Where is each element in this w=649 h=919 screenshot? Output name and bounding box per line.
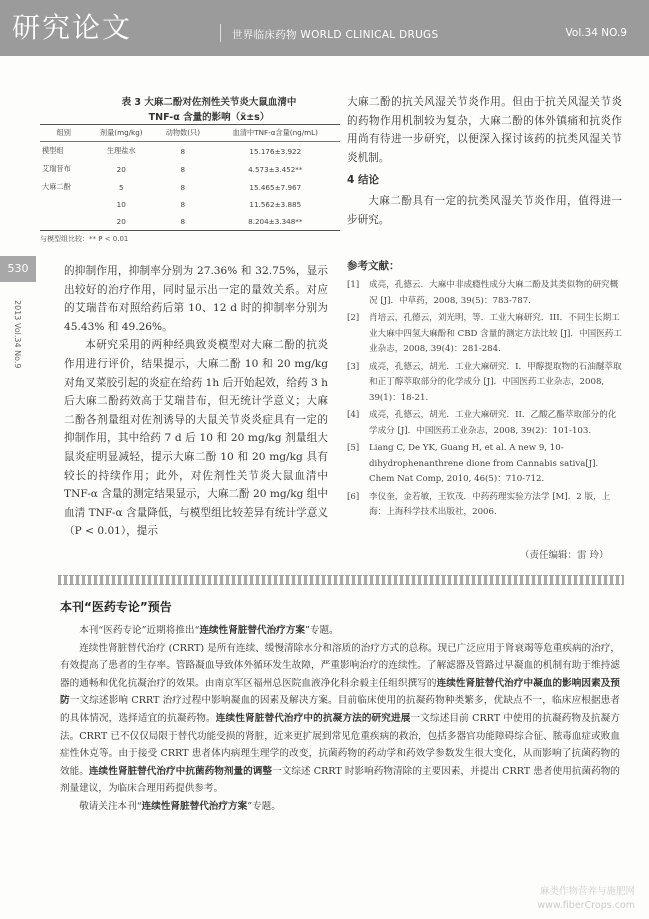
table-cell: 艾瑞昔布 (42, 164, 71, 173)
notice-body (60, 622, 620, 816)
table-header-cell: 剂量(mg/kg) (87, 125, 155, 142)
notice-emphasis: 连续性肾脏替代治疗中的抗凝方法的研究进展 (215, 712, 411, 724)
watermark-line: 麻类作物营养与施肥网 (539, 886, 635, 897)
table-title-line1: 表 3 大麻二酚对佐剂性关节炎大鼠血清中 (121, 97, 297, 108)
references-heading: 参考文献： (347, 260, 400, 272)
section-heading-conclusion: 4 结论 (347, 174, 379, 187)
decorative-divider (58, 575, 624, 585)
reference-text: 成亮，孔德云．大麻中非成瘾性成分大麻二酚及其类似物的研究概况 [J]．中草药，2008, 39(5)：783-787. (369, 280, 619, 306)
reference-item (347, 490, 622, 521)
reference-number: [1] (347, 280, 360, 290)
table-cell: 11.562±3.885 (249, 200, 302, 209)
table-cell: 8.204±3.348** (211, 213, 340, 231)
notice-text: 敬请关注本刊“ (79, 800, 142, 812)
notice-emphasis: 连续性肾脏替代治疗中凝血的影响因素及预防 (60, 677, 620, 707)
table-cell: 生理盐水 (106, 146, 136, 155)
reference-number: [5] (347, 443, 360, 453)
body-paragraph: 大麻二酚具有一定的抗类风湿关节炎作用，值得进一步研究。 (347, 194, 622, 226)
issue-number: Vol.34 NO.9 (565, 27, 627, 39)
table-note: 与模型组比较：** P < 0.01 (40, 235, 129, 243)
table-cell: 8 (155, 213, 211, 231)
notice-paragraph (60, 640, 620, 798)
notice-title: 本刊“医药专论”预告 (60, 600, 172, 614)
table-title-line2: TNF-α 含量的影响（x̄±s） (148, 112, 270, 123)
body-paragraph: 大麻二酚的抗关风湿关节炎作用。但由于抗关风湿关节炎的药物作用机制较为复杂，大麻二酚的体外镇痛和抗炎作用尚有待进一步研究，以便深入探讨该药的抗类风湿关节炎机制。 (347, 96, 622, 164)
table-header-row (40, 125, 340, 142)
notice-emphasis: 连续性肾脏替代治疗方案 (141, 800, 248, 812)
table-header-cell: 动物数(只) (155, 125, 211, 142)
notice-text: 一文综述目前 CRRT 中使用的抗凝药物及抗凝方法。CRRT 已不仅仅局限于替代功能受损的肾脏，近来更扩展到常见危重疾病的救治，包括多器官功能障碍综合征、脓毒血症或败血症性休克等。由于接受 CRRT 患者体内病理生理学的改变，抗菌药物的药动学和药效学参数发生很大变化，从而影响了抗菌药物的效能。 (60, 712, 621, 777)
notice-paragraph (60, 798, 620, 816)
notice-paragraph (60, 622, 620, 640)
side-volume-label: 2013 Vol.34 No.9 (13, 300, 22, 369)
reference-item (347, 360, 622, 407)
table-row (40, 196, 340, 213)
reference-text: 李仪奎，金若敏，王钦茂．中药药理实验方法学 [M]．2 版，上海：上海科学技术出版社，2006. (369, 491, 611, 517)
page-number: 530 (0, 256, 36, 282)
table-row (40, 160, 340, 178)
right-column (347, 93, 622, 229)
table-row (40, 213, 340, 231)
notice-emphasis: 连续性肾脏替代治疗中抗菌药物剂量的调整 (88, 765, 273, 777)
body-paragraph: 本研究采用的两种经典致炎模型对大麻二酚的抗炎作用进行评价，结果提示，大麻二酚 10 和 20 mg/kg 对角叉菜胶引起的炎症在给药 1h 后开始起效，给药 3 h 后大麻二酚药效高于艾瑞昔布，但无统计学意义；大麻二酚各剂量组对佐剂诱导的大鼠关节炎炎症具有一定的抑制作用，其中给药 7 d 后 10 和 20 mg/kg 剂量组大鼠炎症明显减轻，提示大麻二酚 10 和 20 mg/kg 具有较长的持续作用；此外，对佐剂性关节炎大鼠血清中 TNF-α 含量的测定结果显示，大麻二酚 20 mg/kg 组中血清 TNF-α 含量降低，与模型组比较差异有统计学意义（P < 0.01），提示 (64, 339, 328, 538)
reference-text: 成亮，孔德云，胡光．工业大麻研究．II．乙酸乙酯萃取部分的化学成分 [J]．中国医药工业杂志，2008, 39(2)：101-103. (369, 410, 617, 436)
reference-text: Liang C, De YK, Guang H, et al. A new 9, 10-dihydrophenanthrene dione from Cannabis sativa[J]. Chem Nat Comp, 2010, 46(5)：710-712. (369, 443, 599, 484)
table-cell: 20 (116, 164, 126, 174)
notice-text: 一文综述影响 CRRT 治疗过程中影响凝血的因素及解决方案。目前临床使用的抗凝药物种类繁多，优缺点不一，临床应根据患者的具体情况，选择适宜的抗凝药物。 (60, 695, 621, 724)
body-paragraph: 的抑制作用，抑制率分别为 27.36% 和 32.75%，显示出较好的治疗作用，同时显示出一定的量效关系。对应的艾瑞昔布对照给药后第 10、12 d 时的抑制率分别为 45.43% 和 49.26%。 (64, 265, 328, 333)
reference-text: 肖培云，孔德云，刘光明，等．工业大麻研究．III．不同生长期工业大麻中四氢大麻酚和 CBD 含量的测定方法比较 [J]．中国医药工业杂志，2008, 39(4)：281-284. (369, 313, 622, 354)
table-cell: 大麻二酚 (42, 182, 71, 191)
reference-item (347, 408, 622, 439)
notice-text: 连续性肾脏替代治疗 (CRRT) 是所有连续、缓慢清除水分和溶质的治疗方式的总称。现已广泛应用于肾衰竭等危重疾病的治疗，有效提高了患者的生存率。管路凝血导致体外循环发生故障，严重影响治疗的连续性。了解滤器及管路过早凝血的机制有助于维持滤器的通畅和优化抗凝治疗的效果。由南京军区福州总医院血液净化科余毅主任组织撰写的 (60, 642, 620, 689)
table-cell: 5 (118, 182, 124, 192)
reference-number: [3] (347, 361, 360, 372)
reference-text: 成亮，孔德云，胡光．工业大麻研究．I．甲醇提取物的石油醚萃取和正丁醇萃取部分的化学成分 [J]．中国医药工业杂志，2008, 39(1)：18-21. (369, 361, 622, 403)
journal-name: 世界临床药物 WORLD CLINICAL DRUGS (232, 29, 439, 41)
notice-text: ”专题。 (247, 800, 281, 812)
table-title (64, 95, 354, 125)
header-separator (220, 24, 221, 42)
table-row (40, 142, 340, 161)
notice-emphasis: 连续性肾脏替代治疗方案 (199, 625, 305, 636)
table-cell: 8 (180, 200, 186, 209)
table-header-cell: 组别 (40, 125, 87, 142)
table-cell: 15.465±7.967 (249, 182, 302, 192)
tnf-table (40, 124, 340, 231)
reference-number: [2] (347, 313, 360, 323)
table-cell: 4.573±3.452** (248, 164, 303, 174)
watermark (537, 885, 635, 913)
section-title: 研究论文 (12, 11, 133, 44)
table-header-cell: 血清中TNF-α含量(ng/mL) (211, 125, 340, 142)
notice-text: 一文综述 CRRT 时影响药物清除的主要因素，并提出 CRRT 患者使用抗菌药物的剂量建议，为临床合理用药提供参考。 (60, 765, 621, 795)
table-cell: 模型组 (42, 146, 64, 155)
table-cell (40, 213, 87, 231)
reference-item (347, 441, 622, 488)
reference-number: [6] (347, 491, 360, 502)
reference-number: [4] (347, 410, 360, 420)
table-cell (40, 196, 87, 213)
watermark-line: www.fiberCrops.com (537, 900, 635, 911)
editor-credit: （责任编辑：雷 玲） (520, 550, 609, 561)
table-cell: 20 (87, 213, 155, 231)
table-cell: 8 (180, 146, 186, 156)
left-column (64, 262, 328, 541)
notice-text: ”专题。 (304, 625, 339, 636)
table-row (40, 178, 340, 196)
table-cell: 10 (116, 200, 126, 209)
table-cell: 8 (180, 164, 186, 174)
reference-list (347, 278, 622, 523)
reference-item (347, 311, 622, 358)
table-cell: 8 (180, 182, 186, 192)
table-cell: 15.176±3.922 (249, 146, 302, 156)
reference-item (347, 278, 622, 309)
journal-header (0, 0, 649, 56)
notice-text: 本刊“医药专论”近期将推出“ (79, 625, 200, 636)
